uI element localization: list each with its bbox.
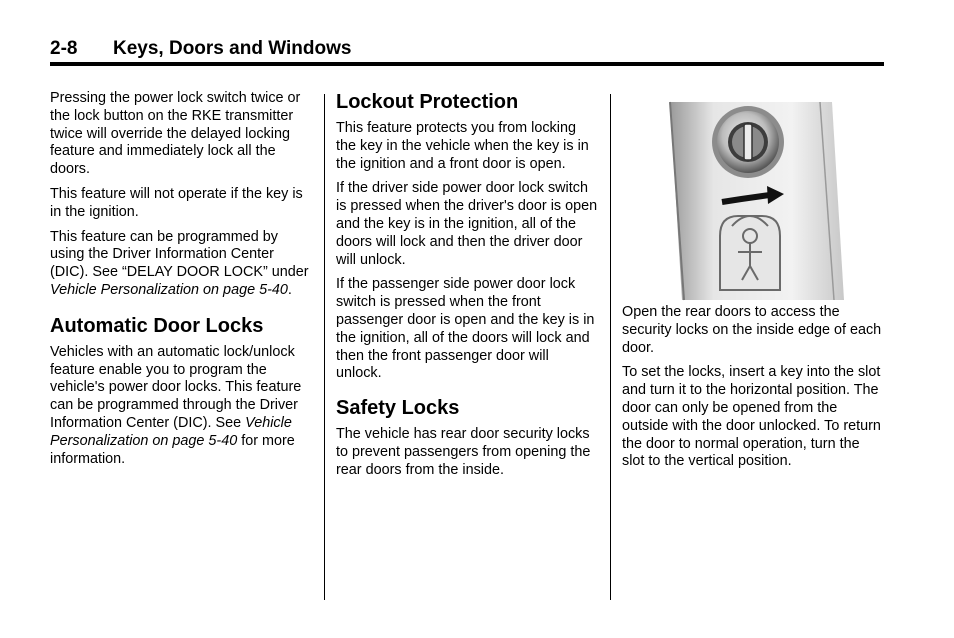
section-heading: Automatic Door Locks — [50, 314, 264, 337]
paragraph — [50, 344, 312, 469]
paragraph: If the passenger side power door lock switch is pressed when the front passenger door is open and the key is in the ignition, all of the doors will lock and then the front passenger door will unlock. — [336, 276, 595, 382]
column-divider — [324, 94, 325, 600]
page-header — [50, 38, 884, 64]
header-rule — [50, 62, 884, 66]
page-number: 2-8 — [50, 38, 78, 59]
section-heading: Safety Locks — [336, 397, 460, 420]
column-2 — [336, 90, 598, 487]
paragraph-text: . — [287, 281, 292, 298]
safety-lock-figure — [622, 94, 884, 304]
column-1 — [50, 90, 312, 475]
paragraph-text: for more information. — [50, 432, 295, 467]
paragraph: This feature protects you from locking the key in the vehicle when the key is in the ignition and a front door is open. — [336, 120, 589, 172]
child-lock-icon — [720, 216, 780, 290]
paragraph: Open the rear doors to access the security locks on the inside edge of each door. — [622, 304, 882, 356]
section-heading: Lockout Protection — [336, 91, 519, 113]
page-reference: Vehicle Personalization on page 5-40 — [50, 281, 288, 298]
paragraph: If the driver side power door lock switch is pressed when the driver's door is open and the key is in the ignition, all of the doors will lock and then the driver door will unlock. — [336, 180, 598, 268]
column-divider — [610, 94, 611, 600]
column-3 — [622, 90, 884, 478]
paragraph: Pressing the power lock switch twice or the lock button on the RKE transmitter twice will override the delayed locking feature and immediately lock all the doors. — [50, 90, 301, 178]
section-title: Keys, Doors and Windows — [113, 38, 352, 59]
paragraph-text: Vehicles with an automatic lock/unlock feature enable you to program the vehicle's power door locks. This feature can be programmed through the Driver Information Center (DIC). See — [50, 343, 302, 431]
paragraph-text: This feature can be programmed by using the Driver Information Center (DIC). See “DELAY DOOR LOCK” under — [50, 228, 309, 281]
paragraph: This feature will not operate if the key is in the ignition. — [50, 185, 303, 220]
paragraph: The vehicle has rear door security locks to prevent passengers from opening the rear doors from the inside. — [336, 426, 591, 478]
paragraph: To set the locks, insert a key into the slot and turn it to the horizontal position. The door can only be opened from the outside with the door unlocked. To return the door to normal operation, turn the slot to the vertical position. — [622, 364, 881, 470]
safety-lock-illustration — [622, 94, 884, 304]
paragraph — [50, 229, 312, 300]
page-reference: Vehicle Personalization on page 5-40 — [50, 414, 292, 449]
lock-slot-icon — [712, 106, 784, 178]
